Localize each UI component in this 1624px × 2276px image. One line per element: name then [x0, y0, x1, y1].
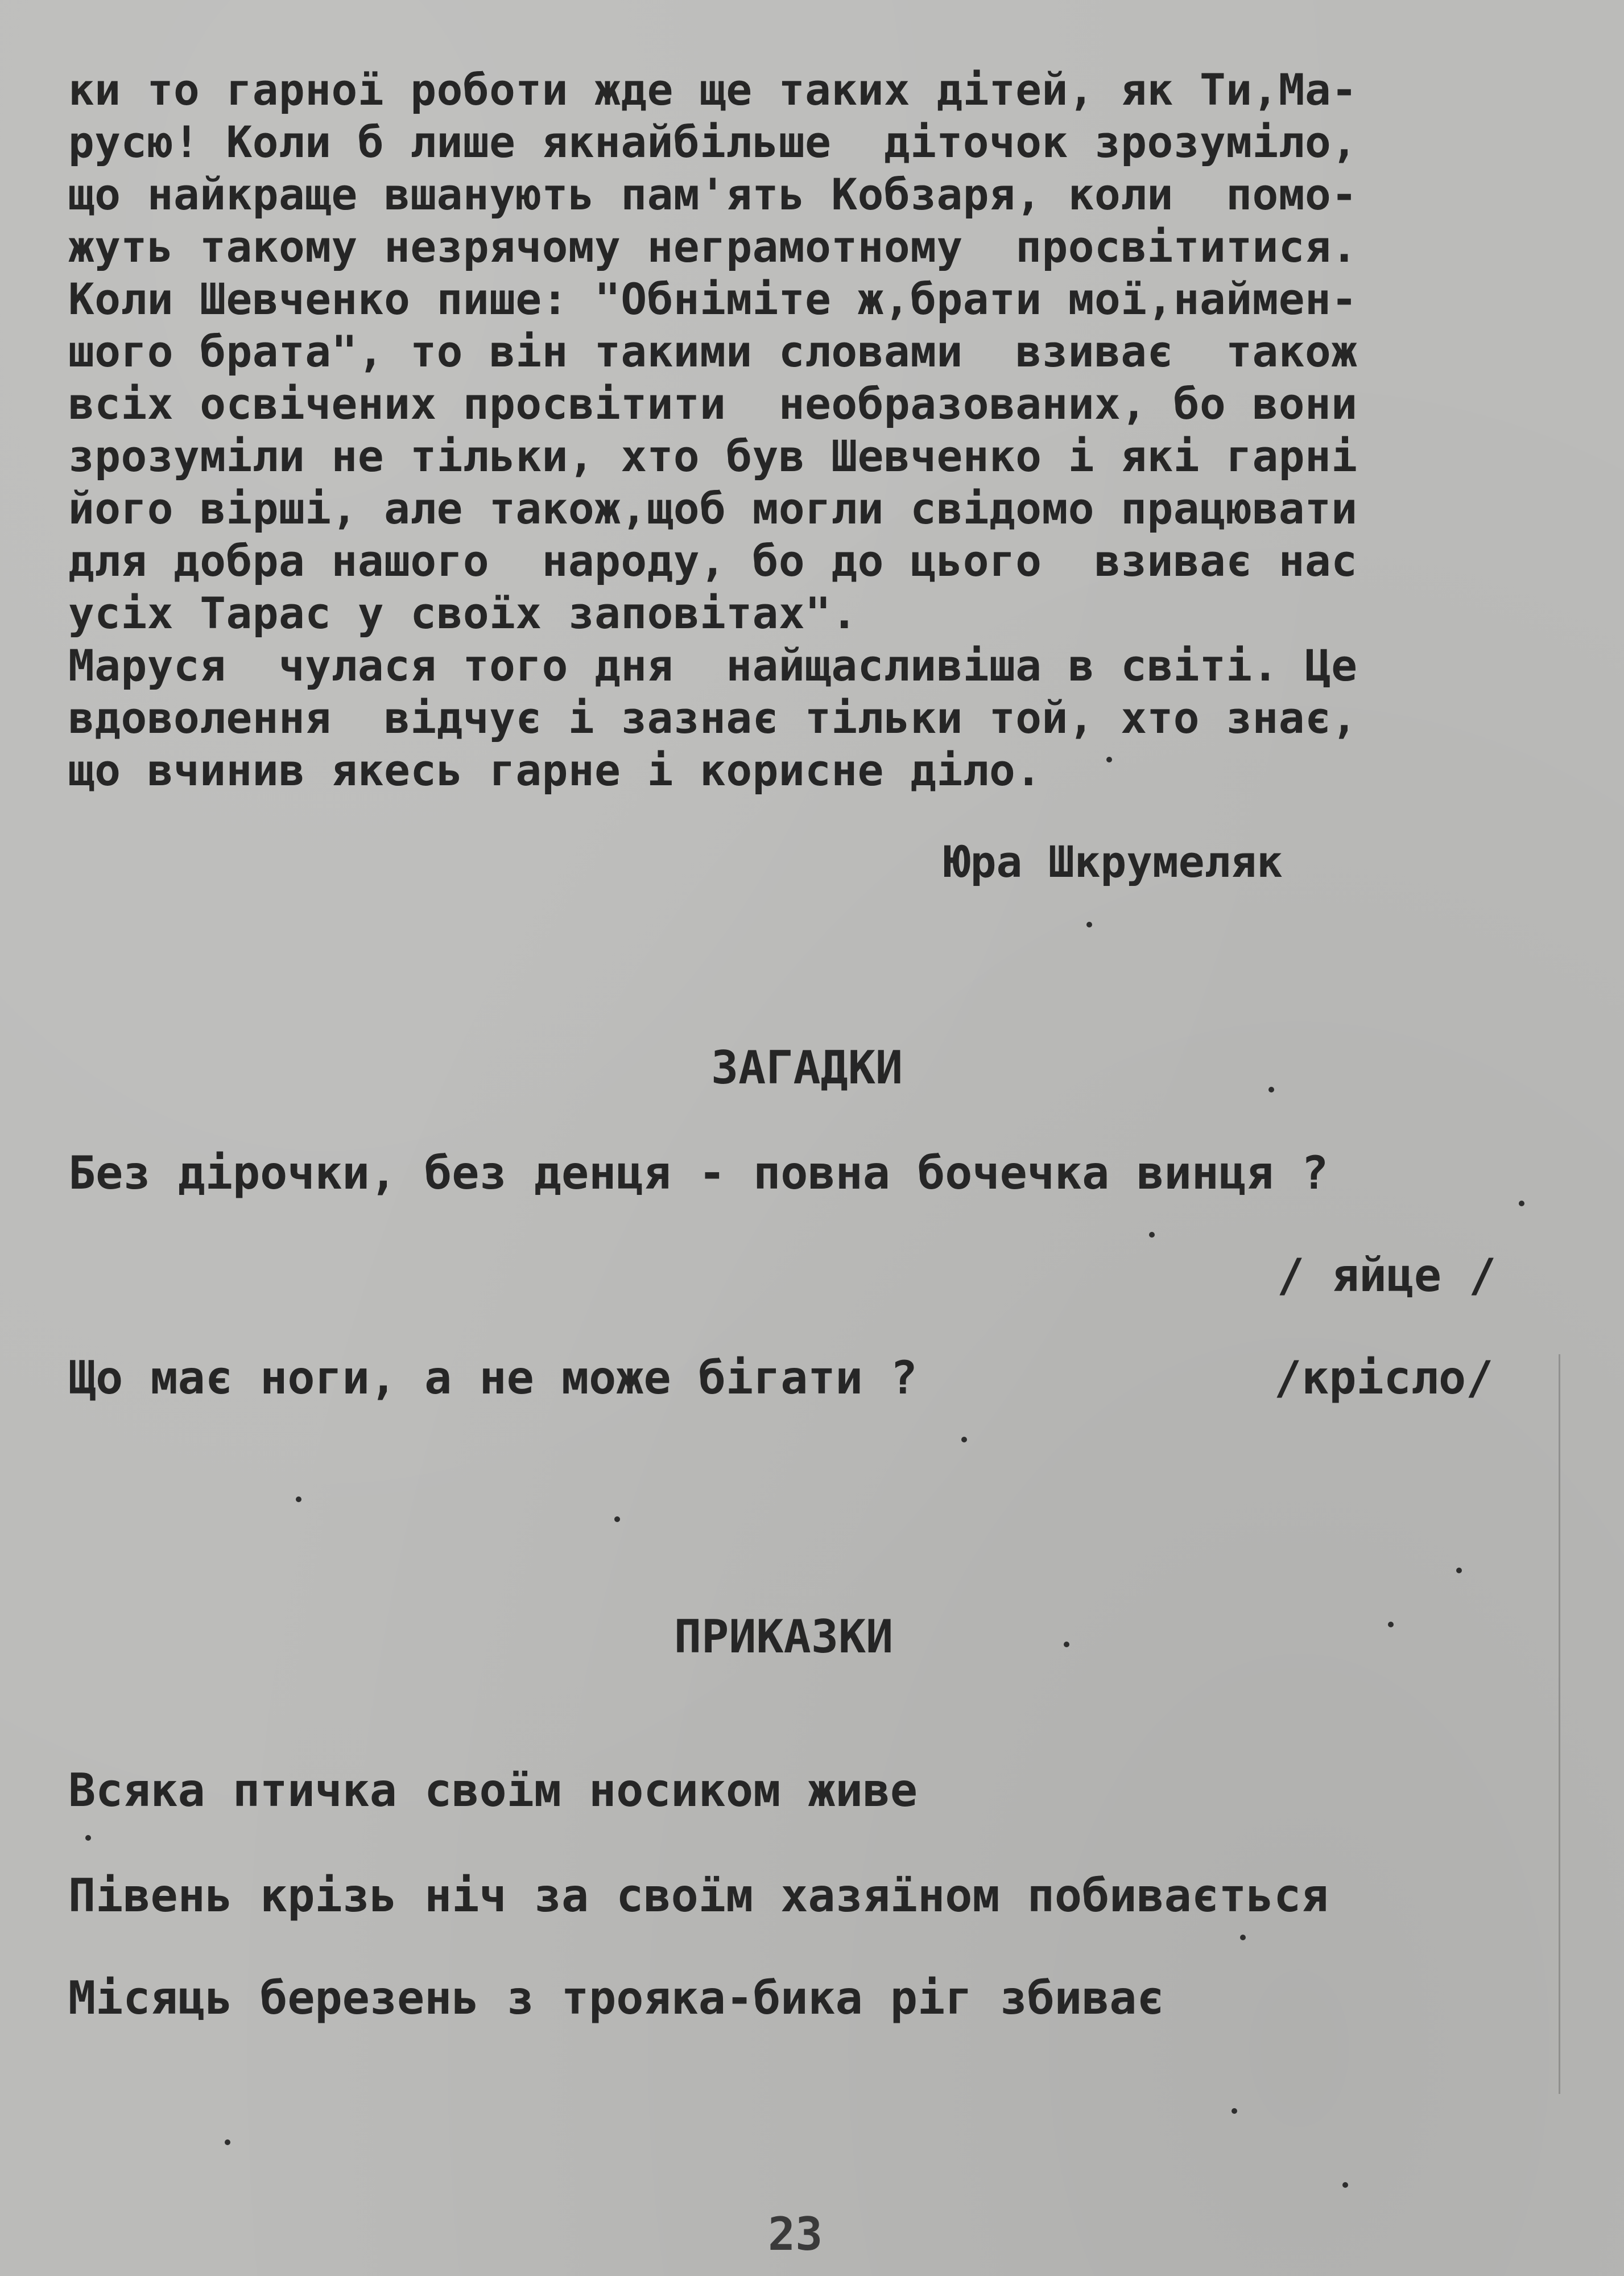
text-line: що найкраще вшанують пам'ять Кобзаря, коли помо- — [68, 169, 1358, 220]
text-line: вдоволення відчує і зазнає тільки той, хто знає, — [68, 692, 1358, 743]
ink-speck — [614, 1516, 620, 1522]
text-line: усіх Тарас у своїх заповітах". — [68, 588, 858, 638]
ink-speck — [1149, 1232, 1155, 1238]
proverb-line: Всяка птичка своїм носиком живе — [68, 1764, 918, 1817]
text-line: його вірші, але також,щоб могли свідомо працювати — [68, 483, 1358, 534]
ink-speck — [1388, 1622, 1394, 1627]
text-line: для добра нашого народу, бо до цього взиває нас — [68, 535, 1358, 586]
text-line: Маруся чулася того дня найщасливіша в світі. Це — [68, 640, 1358, 691]
author-signature: Юра Шкрумеляк — [944, 836, 1283, 887]
text-line: що вчинив якесь гарне і корисне діло. — [68, 745, 1042, 795]
proverb-line: Півень крізь ніч за своїм хазяїном побивається — [68, 1869, 1329, 1922]
ink-speck — [296, 1496, 301, 1502]
proverb-line: Місяць березень з трояка-бика ріг збиває — [68, 1972, 1164, 2025]
ink-speck — [1064, 1642, 1069, 1647]
ink-speck — [1342, 2182, 1348, 2188]
riddle-question: Що має ноги, а не може бігати ? — [68, 1351, 918, 1404]
riddle-answer: /крісло/ — [1274, 1351, 1494, 1404]
text-line: русю! Коли б лише якнайбільше діточок зрозуміло, — [68, 117, 1358, 167]
text-line: зрозуміли не тільки, хто був Шевченко і які гарні — [68, 431, 1358, 481]
page-edge-mark — [1559, 1354, 1560, 2094]
text-line: ки то гарної роботи жде ще таких дітей, як Ти,Ма- — [68, 64, 1358, 115]
ink-speck — [961, 1437, 967, 1442]
riddles-heading: ЗАГАДКИ — [711, 1041, 903, 1094]
ink-speck — [1268, 1087, 1274, 1092]
text-line: жуть такому незрячому неграмотному просвітитися. — [68, 221, 1358, 272]
ink-speck — [1456, 1568, 1462, 1573]
text-line: Коли Шевченко пише: "Обніміте ж,брати мої,наймен- — [68, 274, 1358, 324]
text-line: шого брата", то він такими словами взиває також — [68, 326, 1358, 377]
proverbs-heading: ПРИКАЗКИ — [674, 1610, 894, 1663]
ink-speck — [1106, 757, 1112, 762]
ink-speck — [1086, 922, 1092, 927]
ink-speck — [85, 1835, 91, 1841]
ink-speck — [1519, 1201, 1524, 1206]
ink-speck — [1232, 2108, 1237, 2114]
page-number: 23 — [768, 2208, 823, 2261]
ink-speck — [225, 2139, 230, 2145]
ink-speck — [1240, 1935, 1246, 1940]
text-line: всіх освічених просвітити необразованих, бо вони — [68, 378, 1358, 429]
riddle-question: Без дірочки, без денця - повна бочечка винця ? — [68, 1147, 1329, 1199]
riddle-answer: / яйце / — [1277, 1249, 1497, 1302]
